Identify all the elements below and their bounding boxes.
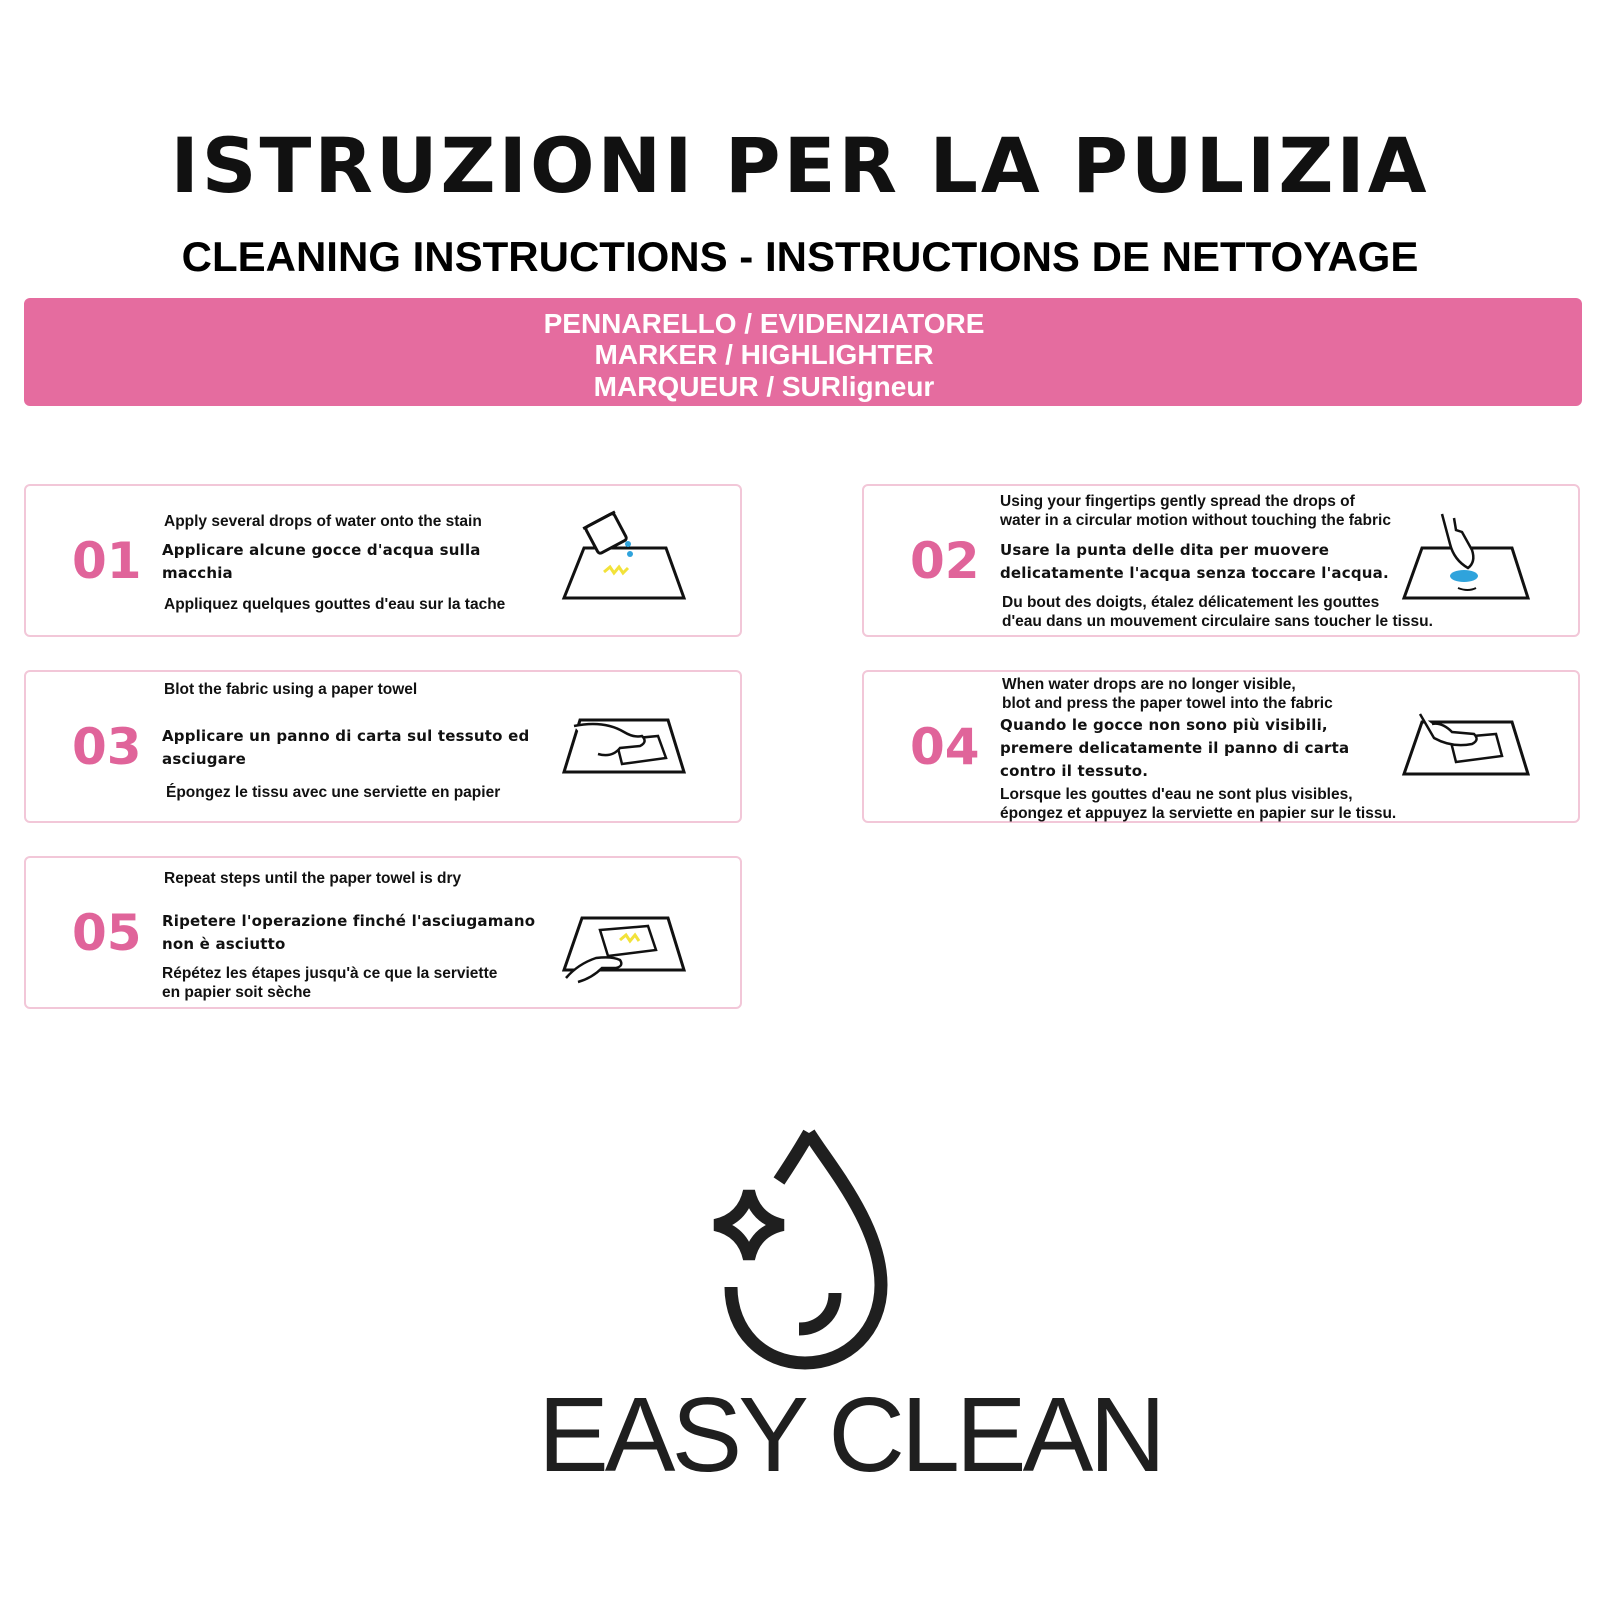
step-text-en: Apply several drops of water onto the stain [164,513,482,530]
water-drop-sparkle-logo [705,1125,905,1375]
banner-line-it: PENNARELLO / EVIDENZIATORE [543,308,985,339]
step-text-en: Using your fingertips gently spread the drops of water in a circular motion without touching the fabric [1000,493,1391,529]
banner-line-fr: MARQUEUR / SURligneur [593,371,935,402]
step-number: 04 [910,718,980,776]
step-text-fr: Épongez le tissu avec une serviette en papier [166,784,501,801]
step-card-04 [862,670,1580,823]
step-text-fr: Lorsque les gouttes d'eau ne sont plus visibles, épongez et appuyez la serviette en papier sur le tissu. [1000,786,1397,822]
step-text-fr: Appliquez quelques gouttes d'eau sur la tache [164,596,506,613]
step-card-01 [24,484,742,637]
step-card-03 [24,670,742,823]
step-text-it: Usare la punta delle dita per muovere delicatamente l'acqua senza toccare l'acqua. [1000,541,1389,582]
page-title: ISTRUZIONI PER LA PULIZIA [170,121,1430,210]
page-subtitle: CLEANING INSTRUCTIONS - INSTRUCTIONS DE NETTOYAGE [181,233,1419,280]
step-text-en: When water drops are no longer visible, blot and press the paper towel into the fabric [1002,676,1333,712]
category-banner [24,298,1582,406]
step-text-fr: Répétez les étapes jusqu'à ce que la serviette en papier soit sèche [162,965,498,1001]
step-text-it: Applicare un panno di carta sul tessuto ed asciugare [162,727,530,768]
step-text-fr: Du bout des doigts, étalez délicatement les gouttes d'eau dans un mouvement circulaire sans toucher le tissu. [1002,594,1433,630]
step-text-it: Quando le gocce non sono più visibili, premere delicatamente il panno di carta contro il tessuto. [1000,716,1350,780]
step-text-it: Ripetere l'operazione finché l'asciugamano non è asciutto [162,912,536,953]
repeat-dry-towel-icon [556,878,696,988]
step-text-it: Applicare alcune gocce d'acqua sulla macchia [162,541,481,582]
step-number: 02 [910,532,980,590]
step-number: 01 [72,532,142,590]
step-number: 05 [72,904,142,962]
step-card-02 [862,484,1580,637]
water-drops-on-stain-icon [556,506,696,616]
banner-line-en: MARKER / HIGHLIGHTER [594,339,934,370]
brand-name: EASY CLEAN [538,1376,1162,1494]
step-text-en: Repeat steps until the paper towel is dry [164,870,462,887]
press-paper-towel-icon [1396,692,1536,802]
fingertip-spread-icon [1396,506,1536,616]
step-card-05 [24,856,742,1009]
step-text-en: Blot the fabric using a paper towel [164,681,418,698]
blot-paper-towel-icon [556,692,696,802]
step-number: 03 [72,718,142,776]
